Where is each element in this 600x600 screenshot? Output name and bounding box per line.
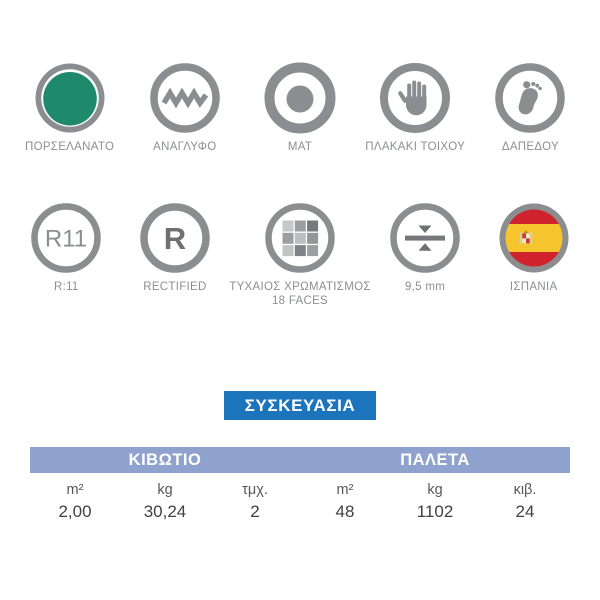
thickness-gauge-icon	[389, 202, 461, 274]
feature-label: R:11	[53, 281, 79, 293]
unit-cell: τμχ.	[242, 482, 268, 498]
feature-porcelain	[12, 62, 127, 154]
unit-cell: m²	[66, 482, 84, 498]
porcelain-green-circle-icon	[34, 62, 106, 134]
spain-coat-of-arms	[519, 230, 532, 244]
feature-wall-tile	[358, 62, 473, 154]
floor-footprint-icon	[494, 62, 566, 134]
value-cell: 30,24	[143, 502, 187, 521]
value-cell: 1102	[416, 502, 454, 521]
feature-relief	[127, 62, 242, 154]
packaging-table	[30, 447, 570, 522]
group-header-pallet: ΠΑΛΕΤΑ	[400, 450, 470, 469]
wall-tile-hand-icon	[379, 62, 451, 134]
feature-label: ΤΥΧΑΙΟΣ ΧΡΩΜΑΤΙΣΜΟΣ	[229, 281, 371, 293]
group-header-box: ΚΙΒΩΤΙΟ	[128, 450, 202, 469]
feature-label: 9,5 mm	[404, 281, 446, 293]
feature-label: ΔΑΠΕΔΟΥ	[501, 141, 559, 153]
feature-label-line2: 18 FACES	[271, 295, 329, 307]
feature-rectified	[121, 202, 230, 309]
unit-cell: m²	[336, 482, 354, 498]
slip-rating-icon	[30, 202, 102, 274]
feature-label: ΠΛΑΚΑΚΙ ΤΟΙΧΟΥ	[365, 141, 466, 153]
unit-cell: kg	[427, 482, 443, 498]
feature-floor	[473, 62, 588, 154]
value-cell: 48	[335, 502, 355, 521]
feature-row-2	[0, 202, 600, 309]
unit-cell: κιβ.	[513, 482, 537, 498]
feature-random-shade	[229, 202, 370, 309]
feature-label: RECTIFIED	[143, 281, 207, 293]
packaging-title: ΣΥΣΚΕΥΑΣΙΑ	[224, 391, 376, 420]
rectified-icon-text: R	[163, 221, 187, 256]
unit-cell: kg	[157, 482, 173, 498]
values-row	[30, 502, 570, 522]
feature-label: ΜΑΤ	[287, 141, 313, 153]
feature-country	[479, 202, 588, 309]
relief-zigzag-icon	[149, 62, 221, 134]
feature-thickness	[371, 202, 480, 309]
value-cell: 24	[515, 502, 535, 521]
r11-icon-text: R11	[45, 225, 88, 253]
value-cell: 2,00	[58, 502, 92, 521]
rectified-icon	[139, 202, 211, 274]
random-shade-grid-icon	[264, 202, 336, 274]
matt-dot-icon	[264, 62, 336, 134]
value-cell: 2	[250, 502, 260, 521]
units-row	[30, 482, 570, 498]
feature-row-1	[0, 62, 600, 154]
feature-label: ΠΟΡΣΕΛΑΝΑΤΟ	[24, 141, 115, 153]
feature-label: ΑΝΑΓΛΥΦΟ	[153, 141, 217, 153]
feature-matt	[242, 62, 357, 154]
spain-flag-icon	[498, 202, 570, 274]
packaging-table-header	[30, 447, 570, 473]
feature-slip-rating	[12, 202, 121, 309]
feature-label: ΙΣΠΑΝΙΑ	[509, 281, 558, 293]
